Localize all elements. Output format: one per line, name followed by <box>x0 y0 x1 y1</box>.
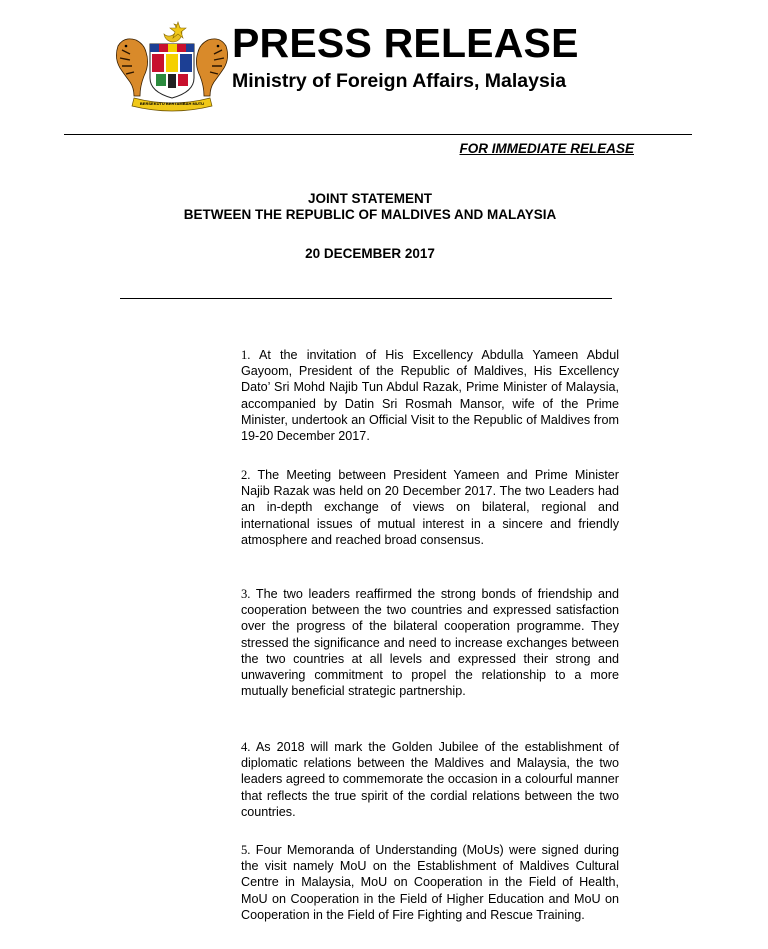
press-release-title: PRESS RELEASE <box>232 20 579 66</box>
paragraph-number: 3. <box>241 587 251 601</box>
immediate-release-note: FOR IMMEDIATE RELEASE <box>459 141 634 156</box>
paragraph-5 <box>241 842 619 923</box>
ministry-subtitle: Ministry of Foreign Affairs, Malaysia <box>232 70 567 92</box>
malaysia-coat-of-arms-icon <box>112 20 232 112</box>
paragraph-number: 4. <box>241 740 251 754</box>
paragraph-number: 2. <box>241 468 251 482</box>
paragraph-1 <box>241 347 619 444</box>
paragraph-4 <box>241 739 619 820</box>
paragraph-3 <box>241 586 619 699</box>
paragraph-text: At the invitation of His Excellency Abdulla Yameen Abdul Gayoom, President of the Republic of Maldives, His Excellency Dato’ Sri Mohd Najib Tun Abdul Razak, Prime Minister of Malaysia, accompanied by Datin Sri Rosmah Mansor, wife of the Prime Minister, undertook an Official Visit to the Republic of Maldives from 19-20 December 2017. <box>241 348 619 444</box>
paragraph-2 <box>241 467 619 548</box>
paragraph-number: 5. <box>241 843 251 857</box>
paragraph-text: As 2018 will mark the Golden Jubilee of the establishment of diplomatic relations between the Maldives and Malaysia, the two leaders agreed to commemorate the occasion in a colourful manner that reflects the true spirit of the cordial relations between the two countries. <box>241 740 620 819</box>
paragraph-text: The Meeting between President Yameen and Prime Minister Najib Razak was held on 20 December 2017. The two Leaders had an in-depth exchange of views on bilateral, regional and international issues of mutual interest in a sincere and friendly atmosphere and reached broad consensus. <box>241 468 619 547</box>
header-divider <box>64 134 692 135</box>
paragraph-number: 1. <box>241 348 251 362</box>
statement-title-line1: JOINT STATEMENT <box>308 191 432 206</box>
paragraph-text: The two leaders reaffirmed the strong bonds of friendship and cooperation between the two countries and expressed satisfaction over the progress of the bilateral cooperation programme. They stressed the significance and need to increase exchanges between the two countries at all levels and expressed their strong and unwavering commitment to propel the relationship to a more mutually beneficial strategic partnership. <box>241 587 619 699</box>
title-divider <box>120 298 612 299</box>
statement-date: 20 DECEMBER 2017 <box>305 246 435 261</box>
statement-title-line2: BETWEEN THE REPUBLIC OF MALDIVES AND MALAYSIA <box>183 207 557 222</box>
svg-text:BERSEKUTU BERTAMBAH MUTU: BERSEKUTU BERTAMBAH MUTU <box>139 101 205 106</box>
paragraph-text: Four Memoranda of Understanding (MoUs) were signed during the visit namely MoU on the Establishment of Maldives Cultural Centre in Malaysia, MoU on Cooperation in the Field of Health, MoU on Cooperation in the Field of Higher Education and MoU on Cooperation in the Field of Fire Fighting and Rescue Training. <box>241 843 619 922</box>
